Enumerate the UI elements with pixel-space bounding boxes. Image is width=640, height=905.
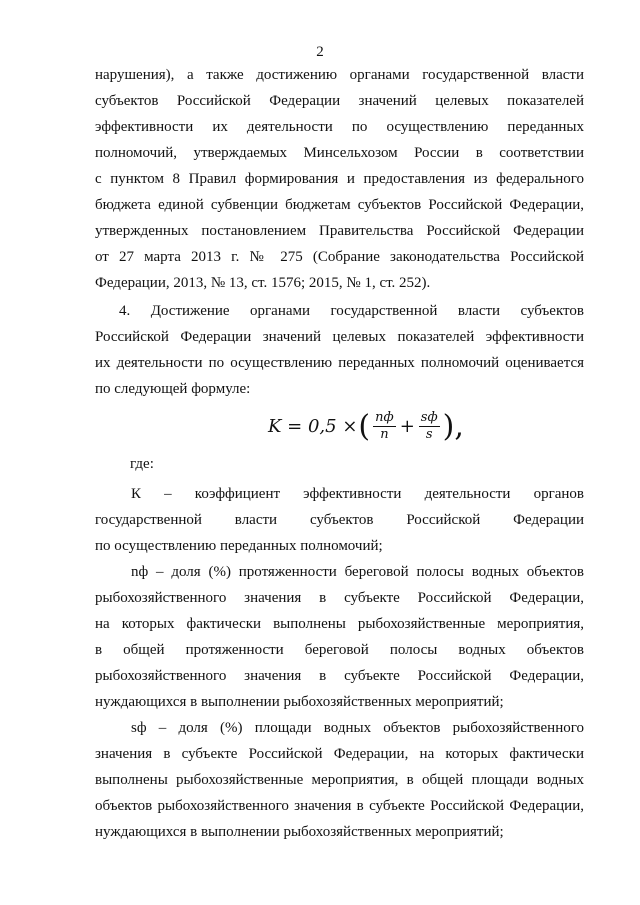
formula-fraction-n [373,410,396,443]
formula-open-paren: ( [358,408,371,444]
text-line: субъектов Российской Федерации значений целевых показателей [95,93,584,109]
fraction-numerator: nф [375,409,394,425]
paragraph-3-continuation [95,62,584,296]
formula-lhs: K = 0,5 × [268,415,358,437]
text-line: от 27 марта 2013 г. № 275 (Собрание законодательства Российской [95,249,584,265]
text-line: государственной власти субъектов Российской Федерации [95,512,584,528]
text-line: бюджета единой субвенции бюджетам субъектов Российской Федерации, [95,197,584,213]
definition-k [95,481,584,559]
text-line: рыбохозяйственного значения в субъекте Российской Федерации, [95,668,584,684]
fraction-denominator: n [380,426,389,442]
fraction-numerator: sф [420,409,438,425]
paragraph-4 [95,298,584,402]
where-label: где: [130,456,154,472]
text-line: объектов рыбохозяйственного значения в субъекте Российской Федерации, [95,798,584,814]
text-line: их деятельности по осуществлению переданных полномочий оценивается [95,355,584,371]
text-line: рыбохозяйственного значения в субъекте Российской Федерации, [95,590,584,606]
text-line: nф – доля (%) протяженности береговой полосы водных объектов [131,564,584,580]
formula-plus: + [399,415,415,437]
formula-close-paren: ), [442,408,464,444]
text-line: Федерации, 2013, № 13, ст. 1576; 2015, № 1, ст. 252). [95,275,431,291]
text-line: по осуществлению переданных полномочий; [95,538,383,554]
formula-fraction-s [419,410,440,443]
text-line: нуждающихся в выполнении рыбохозяйственных мероприятий; [95,824,504,840]
text-line: на которых фактически выполнены рыбохозяйственные мероприятия, [95,616,584,632]
text-line: в общей протяженности береговой полосы водных объектов [95,642,584,658]
text-line: нуждающихся в выполнении рыбохозяйственных мероприятий; [95,694,504,710]
definition-n-f [95,559,584,715]
text-line: эффективности их деятельности по осуществлению переданных [95,119,584,135]
text-line: полномочий, утверждаемых Минсельхозом России в соответствии [95,145,584,161]
text-line: по следующей формуле: [95,381,251,397]
text-line: нарушения), а также достижению органами государственной власти [95,67,584,83]
text-line: с пунктом 8 Правил формирования и предоставления из федерального [95,171,584,187]
definition-s-f [95,715,584,845]
text-line: К – коэффициент эффективности деятельности органов [131,486,584,502]
text-line: Российской Федерации значений целевых показателей эффективности [95,329,584,345]
text-line: sф – доля (%) площади водных объектов рыбохозяйственного [131,720,584,736]
efficiency-formula [268,402,465,450]
text-line: выполнены рыбохозяйственные мероприятия, в общей площади водных [95,772,584,788]
page-number: 2 [316,44,324,60]
text-line: значения в субъекте Российской Федерации, на которых фактически [95,746,584,762]
text-line: утвержденных постановлением Правительства Российской Федерации [95,223,584,239]
fraction-denominator: s [425,426,433,442]
text-line: 4. Достижение органами государственной власти субъектов [119,303,584,319]
